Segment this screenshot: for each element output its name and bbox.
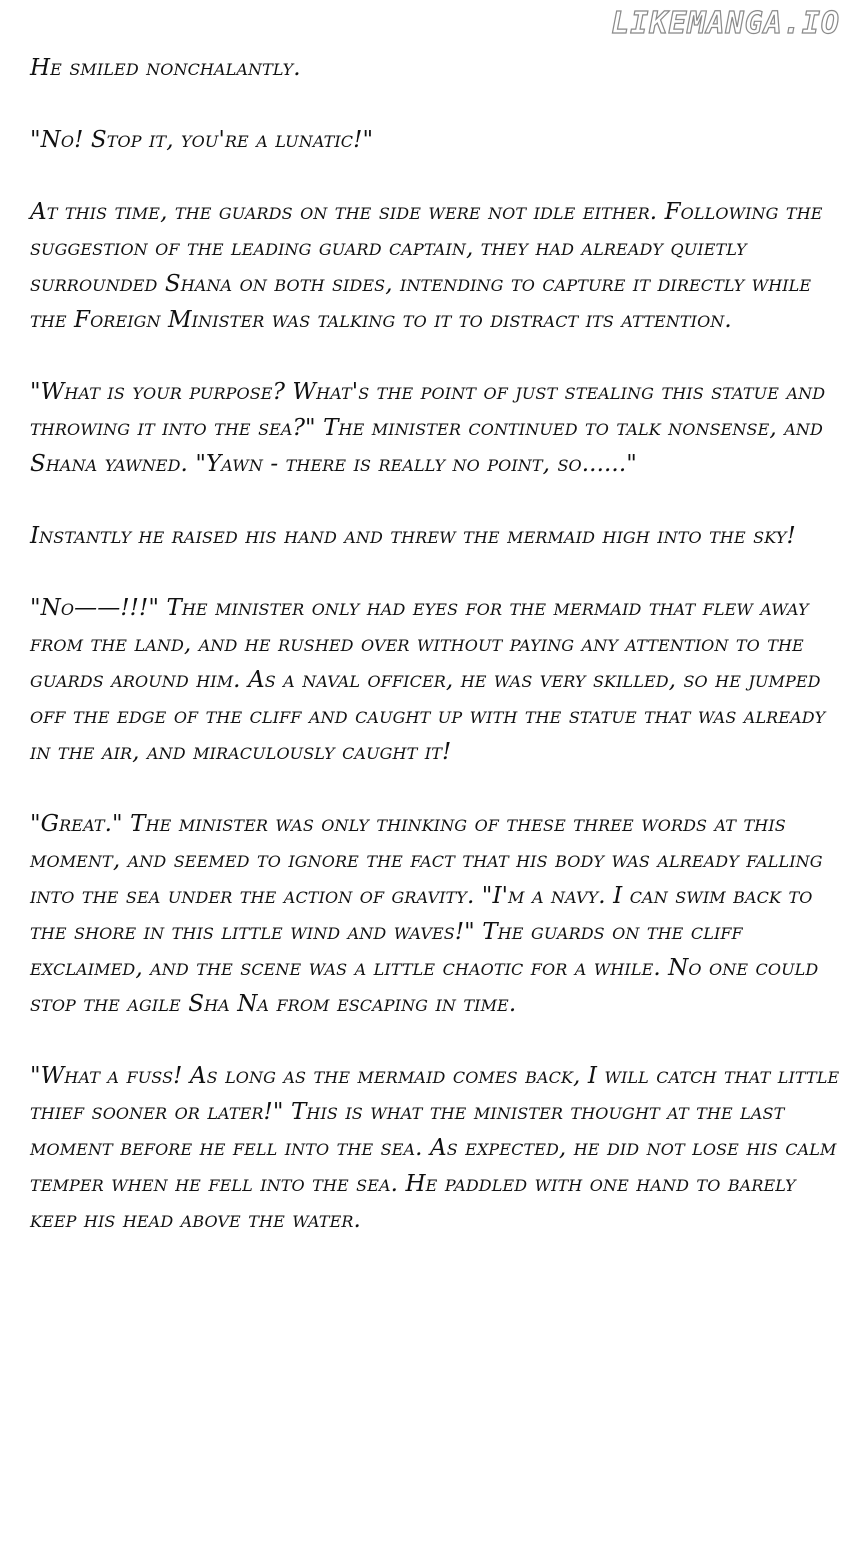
paragraph: "No——!!!" The minister only had eyes for the mermaid that flew away from the land, and he rushed over without paying any attention to the guards around him. As a naval officer, he was very skilled, so he jumped off the edge of the cliff and caught up with the statue that was already in the air, and miraculously caught it! (30, 595, 826, 765)
paragraph: "No! Stop it, you're a lunatic!" (30, 127, 374, 153)
paragraph: He smiled nonchalantly. (30, 55, 301, 81)
paragraph: "What a fuss! As long as the mermaid comes back, I will catch that little thief sooner or later!" This is what the minister thought at the last moment before he fell into the sea. As expected, he did not lose his calm temper when he fell into the sea. He paddled with one hand to barely keep his head above the water. (30, 1063, 840, 1233)
paragraph: "Great." The minister was only thinking of these three words at this moment, and seemed to ignore the fact that his body was already falling into the sea under the action of gravity. "I'm a navy. I can swim back to the shore in this little wind and waves!" The guards on the cliff exclaimed, and the scene was a little chaotic for a while. No one could stop the agile Sha Na from escaping in time. (30, 811, 823, 1017)
paragraph: At this time, the guards on the side were not idle either. Following the suggestion of the leading guard captain, they had already quietly surrounded Shana on both sides, intending to capture it directly while the Foreign Minister was talking to it to distract its attention. (30, 199, 823, 333)
story-text (30, 50, 840, 1274)
site-watermark: LIKEMANGA.IO (611, 6, 840, 41)
paragraph: "What is your purpose? What's the point of just stealing this statue and throwing it into the sea?" The minister continued to talk nonsense, and Shana yawned. "Yawn - there is really no point, so......" (30, 379, 826, 477)
paragraph: Instantly he raised his hand and threw the mermaid high into the sky! (30, 523, 796, 549)
